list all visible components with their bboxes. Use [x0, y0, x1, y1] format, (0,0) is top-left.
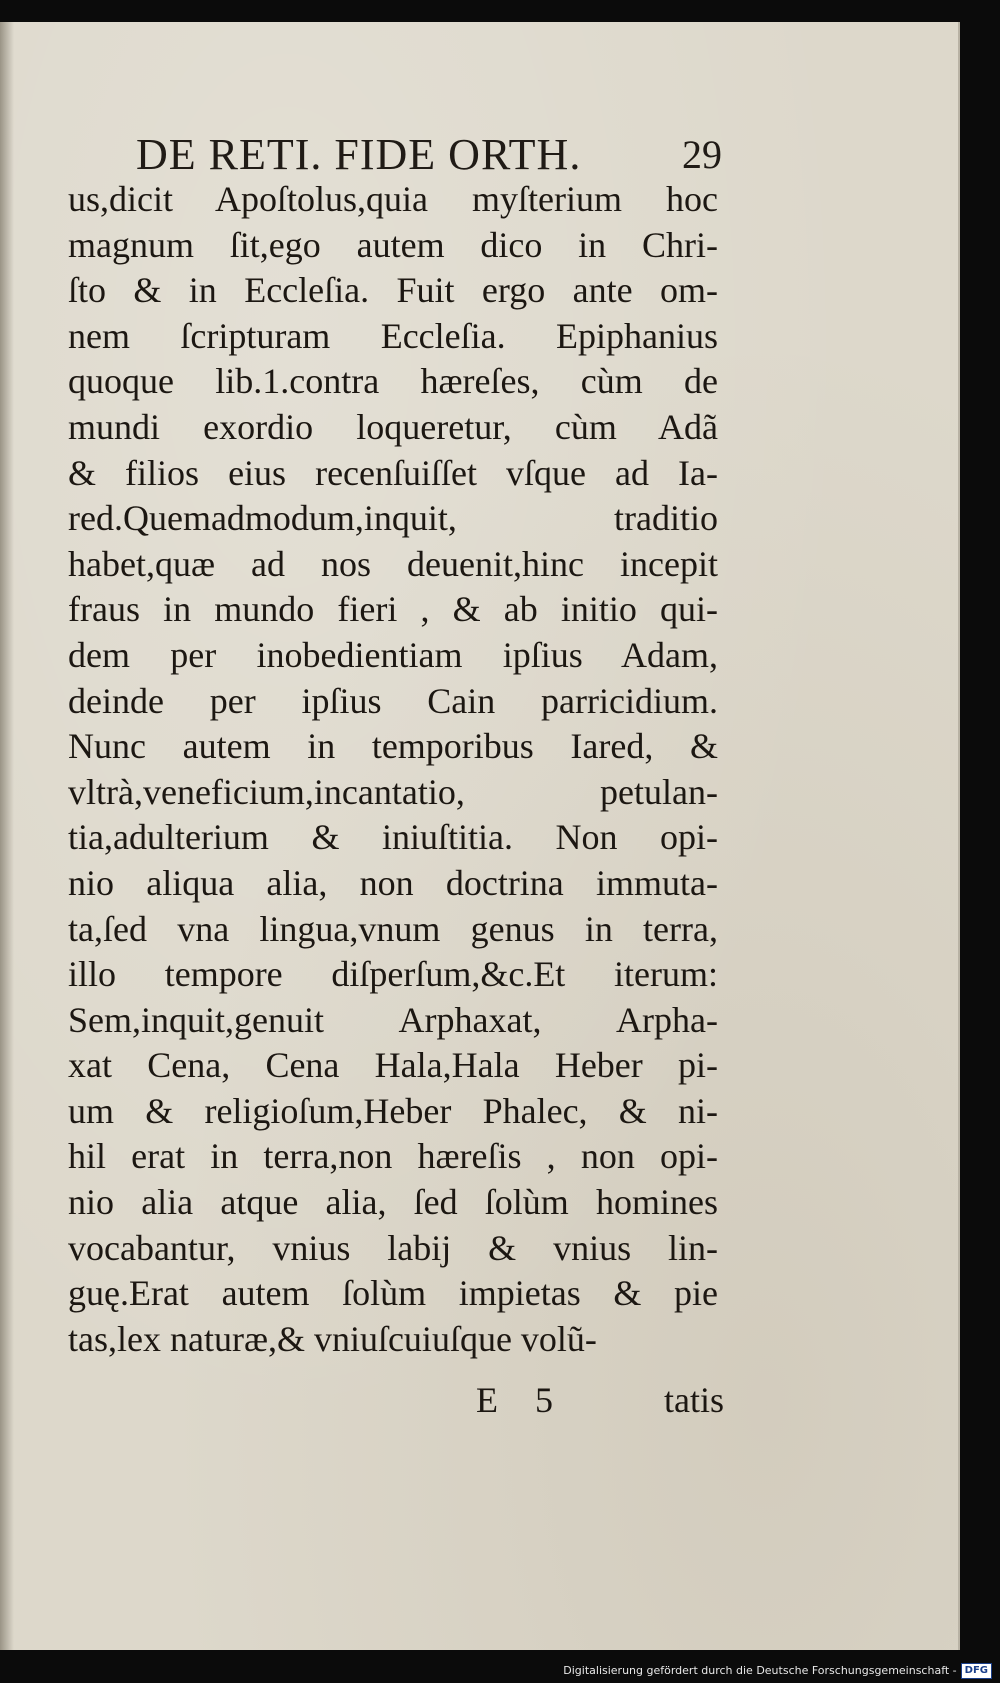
text-line: xat Cena, Cena Hala,Hala Heber pi-	[68, 1045, 718, 1086]
digitization-credit	[563, 1661, 992, 1681]
text-line: guę.Erat autem ſolùm impietas & pie	[68, 1273, 718, 1314]
text-line: nem ſcripturam Eccleſia. Epiphanius	[68, 315, 718, 356]
text-line: um & religioſum,Heber Phalec, & ni-	[68, 1090, 718, 1131]
text-line: fraus in mundo fieri , & ab initio qui-	[68, 589, 718, 630]
page-gutter-shadow	[0, 22, 14, 1650]
book-page	[0, 22, 960, 1650]
text-line: vocabantur, vnius labij & vnius lin-	[68, 1227, 718, 1268]
text-line: tas,lex naturæ,& vniuſcuiuſque volũ-	[68, 1318, 597, 1359]
text-line: ta,ſed vna lingua,vnum genus in terra,	[68, 908, 718, 949]
text-line: deinde per ipſius Cain parricidium.	[68, 680, 718, 721]
text-line: & filios eius recenſuiſſet vſque ad Ia-	[68, 452, 718, 493]
text-line: mundi exordio loqueretur, cùm Adã	[68, 406, 718, 447]
text-line: habet,quæ ad nos deuenit,hinc incepit	[68, 543, 718, 584]
text-line: magnum ſit,ego autem dico in Chri-	[68, 224, 718, 265]
catchword: tatis	[664, 1380, 724, 1420]
text-line: Sem,inquit,genuit Arphaxat, Arpha-	[68, 999, 718, 1040]
text-line: red.Quemadmodum,inquit, traditio	[68, 498, 718, 539]
text-line: ſto & in Eccleſia. Fuit ergo ante om-	[68, 270, 718, 311]
text-line: quoque lib.1.contra hæreſes, cùm de	[68, 361, 718, 402]
text-line: vltrà,veneficium,incantatio, petulan-	[68, 771, 718, 812]
body-text	[68, 177, 718, 1362]
text-line: dem per inobedientiam ipſius Adam,	[68, 634, 718, 675]
running-title: DE RETI. FIDE ORTH.	[136, 130, 582, 179]
signature-mark: E 5	[476, 1380, 567, 1420]
credit-text: Digitalisierung gefördert durch die Deutsche Forschungsgemeinschaft -	[563, 1664, 957, 1677]
text-line: nio aliqua alia, non doctrina immuta-	[68, 862, 718, 903]
text-line: tia,adulterium & iniuſtitia. Non opi-	[68, 817, 718, 858]
text-line: Nunc autem in temporibus Iared, &	[68, 726, 718, 767]
text-line: us,dicit Apoſtolus,quia myſterium hoc	[68, 179, 718, 219]
text-line: nio alia atque alia, ſed ſolùm homines	[68, 1182, 718, 1223]
page-number: 29	[682, 132, 722, 177]
dfg-logo: DFG	[961, 1663, 992, 1679]
page-header	[136, 132, 722, 178]
text-line: hil erat in terra,non hæreſis , non opi-	[68, 1136, 718, 1177]
page-footer	[68, 1377, 724, 1423]
text-line: illo tempore diſperſum,&c.Et iterum:	[68, 954, 718, 995]
